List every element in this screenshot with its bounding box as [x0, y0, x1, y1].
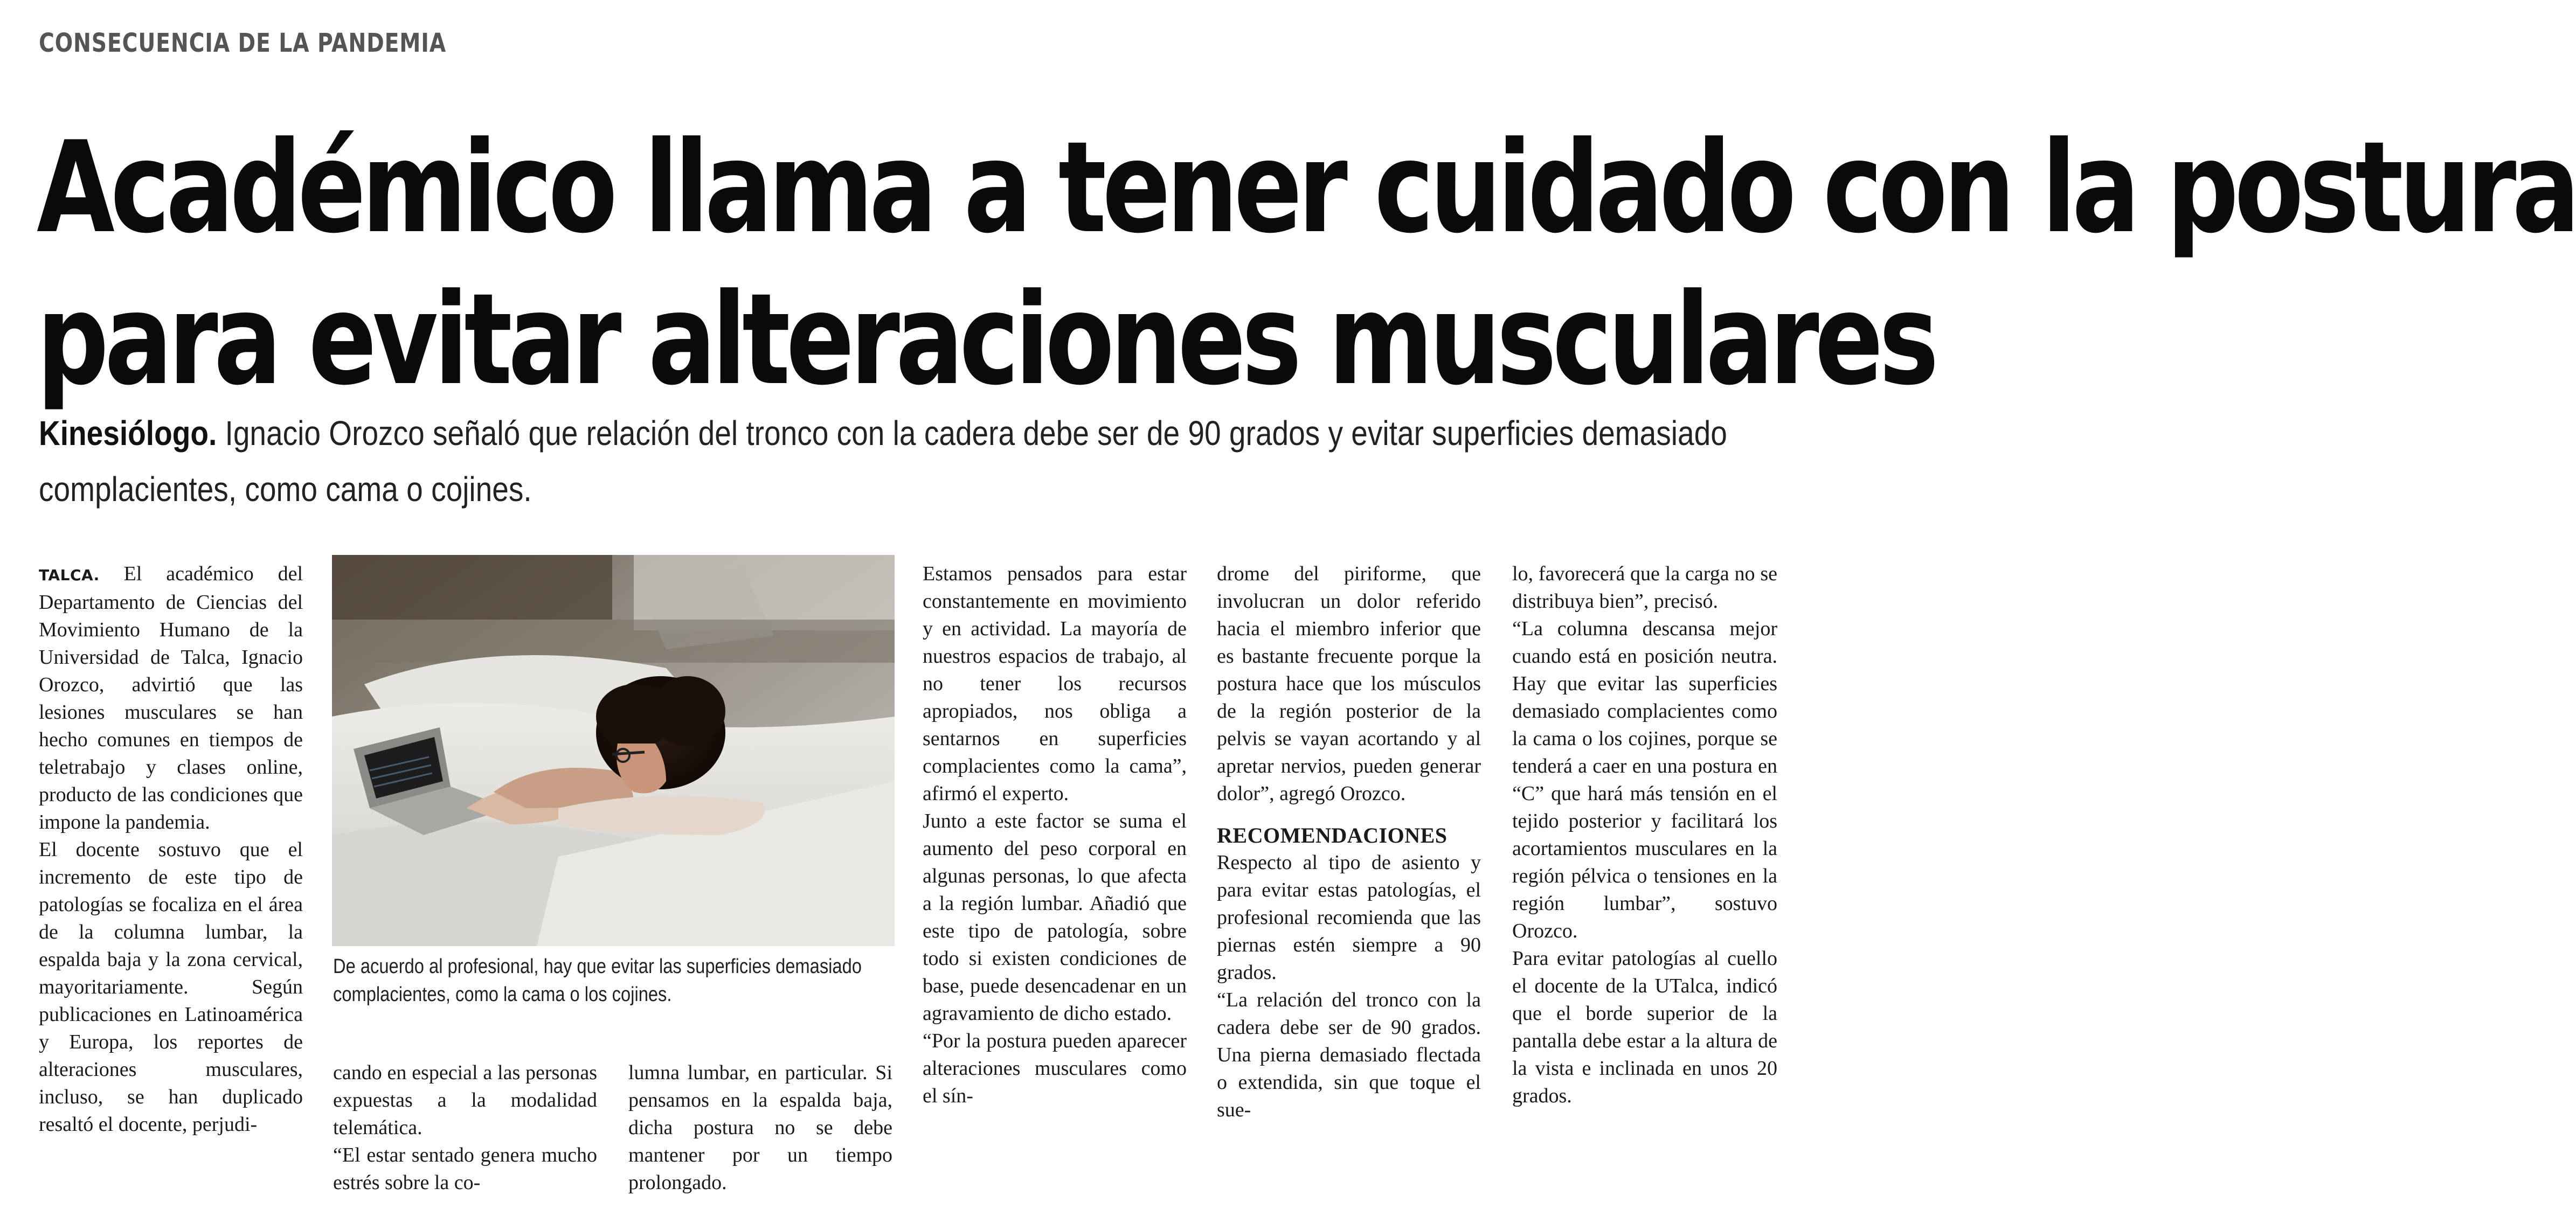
- article-paragraph: “La columna descansa mejor cuando está en posición neutra. Hay que evitar las superficies demasiado complacientes como la cama o los cojines, porque se tenderá a caer en una postura en “C” que hará más tensión en el tejido posterior y facilitará los acortamientos musculares en la región pélvica o tensiones en la región lumbar”, sostuvo Orozco.: [1512, 617, 1777, 942]
- article-column-3: [923, 560, 1187, 1110]
- photo-caption: De acuerdo al profesional, hay que evitar las superficies demasiado complacientes, como la cama o los cojines.: [333, 955, 862, 1006]
- article-column-4: [1217, 560, 1481, 1124]
- article-column-2a: [333, 1059, 597, 1197]
- headline: [37, 112, 2576, 416]
- article-column-5: [1512, 560, 1777, 1110]
- article-paragraph: lo, favorecerá que la carga no se distribuya bien”, precisó.: [1512, 562, 1777, 613]
- article-paragraph: drome del piriforme, que involucran un dolor referido hacia el miembro inferior que es bastante frecuente porque la postura hace que los músculos de la región posterior de la pelvis se vayan acortando y al apretar nervios, pueden generar dolor”, agregó Orozco.: [1217, 562, 1481, 805]
- article-paragraph: [39, 560, 303, 836]
- lede: [39, 405, 1730, 517]
- dateline: TALCA.: [39, 566, 100, 584]
- headline-line-1: Académico llama a tener cuidado con la postura: [37, 115, 2576, 261]
- article-paragraph: cando en especial a las personas expuestas a la modalidad telemática.: [333, 1061, 597, 1139]
- article-paragraph: “Por la postura pueden aparecer alteraciones musculares como el sín-: [923, 1030, 1187, 1107]
- article-paragraph: Estamos pensados para estar constantemente en movimiento y en actividad. La mayoría de nuestros espacios de trabajo, al no tener los recursos apropiados, nos obliga a sentarnos en superficies complacientes como la cama”, afirmó el experto.: [923, 562, 1187, 805]
- article-paragraph: Respecto al tipo de asiento y para evitar estas patologías, el profesional recomienda que las piernas estén siempre a 90 grados.: [1217, 851, 1481, 984]
- lede-text: Ignacio Orozco señaló que relación del tronco con la cadera debe ser de 90 grados y evitar superficies demasiado complacientes, como cama o cojines.: [39, 414, 1727, 509]
- article-paragraph: Para evitar patologías al cuello el docente de la UTalca, indicó que el borde superior de la pantalla debe estar a la altura de la vista e inclinada en unos 20 grados.: [1512, 947, 1777, 1107]
- article-paragraph: lumna lumbar, en particular. Si pensamos en la espalda baja, dicha postura no se debe mantener por un tiempo prolongado.: [628, 1061, 892, 1194]
- article-photo: [332, 555, 895, 946]
- article-paragraph: Junto a este factor se suma el aumento del peso corporal en algunas personas, lo que afecta a la región lumbar. Añadió que este tipo de patología, sobre todo si existen condiciones de base, puede desencadenar en un agravamiento de dicho estado.: [923, 810, 1187, 1025]
- article-paragraph: El docente sostuvo que el incremento de este tipo de patologías se focaliza en el área de la columna lumbar, la espalda baja y la zona cervical, mayoritariamente. Según publicaciones en Latinoamérica y Europa, los reportes de alteraciones musculares, incluso, se han duplicado resaltó el docente, perjudi-: [39, 838, 303, 1136]
- article-column-1: [39, 560, 303, 1138]
- lede-lead-word: Kinesiólogo.: [39, 414, 217, 453]
- paragraph-text: El académico del Departamento de Ciencias del Movimiento Humano de la Universidad de Talca, Ignacio Orozco, advirtió que las lesiones musculares se han hecho comunes en tiempos de teletrabajo y clases online, producto de las condiciones que impone la pandemia.: [39, 562, 303, 833]
- article-paragraph: “El estar sentado genera mucho estrés sobre la co-: [333, 1144, 597, 1194]
- section-subhead: RECOMENDACIONES: [1217, 823, 1448, 847]
- article-paragraph: “La relación del tronco con la cadera debe ser de 90 grados. Una pierna demasiado flectada o extendida, sin que toque el sue-: [1217, 989, 1481, 1121]
- photo-person-laptop-on-sofa: [332, 555, 895, 946]
- article-column-2b: [628, 1059, 892, 1197]
- headline-line-2: para evitar alteraciones musculares: [37, 267, 1935, 413]
- section-kicker: CONSECUENCIA DE LA PANDEMIA: [39, 28, 447, 58]
